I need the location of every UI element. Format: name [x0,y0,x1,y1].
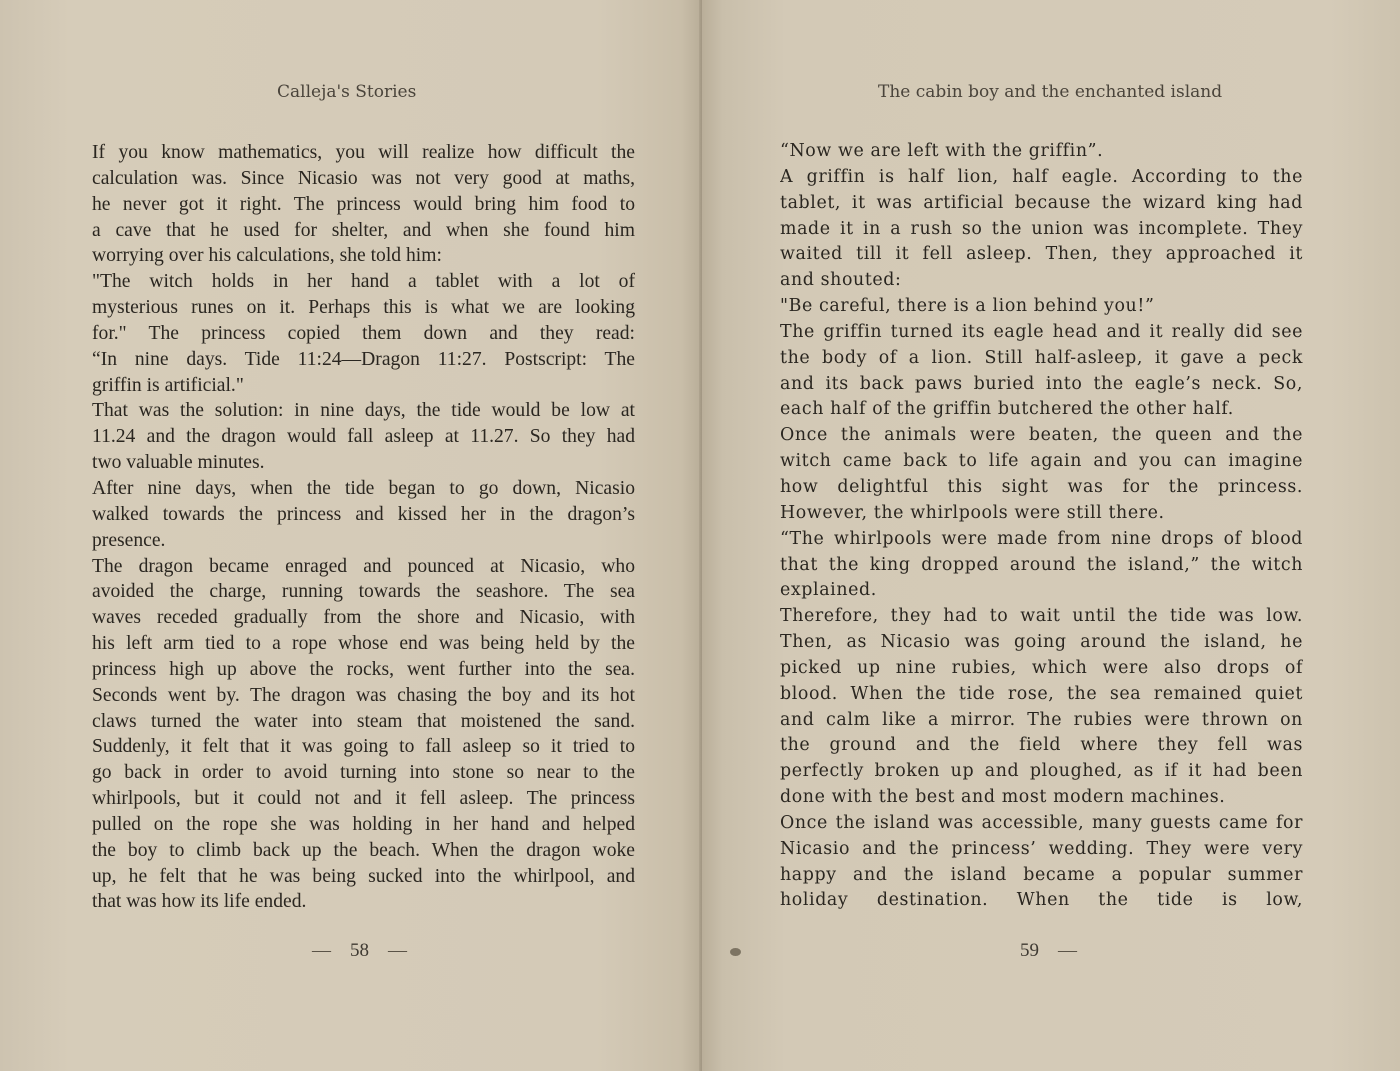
text-line: done with the best and most modern machines. [780,787,1226,808]
text-line: whirlpools, but it could not and it fell asleep. The princess [92,788,635,810]
page-number: 58 [350,940,369,961]
page-number-right [1020,940,1077,962]
text-line: he never got it right. The princess would bring him food to [92,193,635,215]
text-line: the body of a lion. Still half-asleep, it gave a peck [780,347,1303,368]
text-line: pulled on the rope she was holding in her hand and helped [92,813,635,835]
text-line: Once the animals were beaten, the queen and the [780,425,1303,446]
text-line: “In nine days. Tide 11:24—Dragon 11:27. Postscript: The [92,348,635,370]
text-line: how delightful this sight was for the princess. [780,476,1303,497]
text-line: blood. When the tide rose, the sea remained quiet [780,683,1303,704]
ink-blot [730,948,741,956]
text-line: perfectly broken up and ploughed, as if it had been [780,761,1303,782]
text-line: that the king dropped around the island,” the witch [780,554,1303,575]
right-page-body [780,139,1303,914]
text-line: “The whirlpools were made from nine drops of blood [780,528,1303,549]
running-head-right: The cabin boy and the enchanted island [878,82,1223,102]
page-number: 59 [1020,940,1039,961]
text-line: for." The princess copied them down and they read: [92,322,635,344]
text-line: The griffin turned its eagle head and it really did see [780,321,1303,342]
text-line: waves receded gradually from the shore and Nicasio, with [92,607,635,629]
text-line: griffin is artificial." [92,374,244,396]
text-line: That was the solution: in nine days, the tide would be low at [92,400,635,422]
text-line: Therefore, they had to wait until the tide was low. [780,606,1303,627]
folio-dash: — [1058,940,1077,961]
right-page [702,0,1400,1071]
text-line: tablet, it was artificial because the wizard king had [780,192,1303,213]
text-line: Seconds went by. The dragon was chasing the boy and its hot [92,684,635,706]
text-line: his left arm tied to a rope whose end was being held by the [92,633,635,655]
running-head-left: Calleja's Stories [277,82,417,102]
text-line: witch came back to life again and you can imagine [780,451,1303,472]
text-line: Suddenly, it felt that it was going to fall asleep so it tried to [92,736,635,758]
text-line: up, he felt that he was being sucked into the whirlpool, and [92,865,635,887]
text-line: worrying over his calculations, she told him: [92,245,442,267]
text-line: that was how its life ended. [92,891,307,913]
text-line: avoided the charge, running towards the seashore. The sea [92,581,635,603]
text-line: However, the whirlpools were still there. [780,502,1165,523]
text-line: claws turned the water into steam that moistened the sand. [92,710,635,732]
text-line: happy and the island became a popular summer [780,864,1303,885]
left-page-body [92,140,635,915]
text-line: Once the island was accessible, many guests came for [780,812,1303,833]
text-line: waited till it fell asleep. Then, they approached it [780,244,1303,265]
text-line: two valuable minutes. [92,452,265,474]
text-line: “Now we are left with the griffin”. [780,141,1104,161]
text-line: If you know mathematics, you will realize how difficult the [92,142,635,163]
text-line: Then, as Nicasio was going around the island, he [780,632,1303,653]
text-line: made it in a rush so the union was incomplete. They [780,218,1303,239]
text-line: the ground and the field where they fell was [780,735,1303,756]
text-line: presence. [92,529,166,551]
text-line: The dragon became enraged and pounced at Nicasio, who [92,555,635,577]
text-line: holiday destination. When the tide is low, [780,890,1303,911]
text-line: mysterious runes on it. Perhaps this is what we are looking [92,297,635,319]
text-line: go back in order to avoid turning into stone so near to the [92,762,635,784]
text-line: the boy to climb back up the beach. When the dragon woke [92,839,635,861]
text-line: Nicasio and the princess’ wedding. They were very [780,838,1303,859]
text-line: picked up nine rubies, which were also drops of [780,657,1303,678]
text-line: and its back paws buried into the eagle’s neck. So, [780,373,1303,394]
text-line: 11.24 and the dragon would fall asleep at 11.27. So they had [92,426,635,448]
text-line: explained. [780,580,877,601]
text-line: walked towards the princess and kissed her in the dragon’s [92,503,635,525]
text-line: calculation was. Since Nicasio was not very good at maths, [92,167,635,189]
text-line: A griffin is half lion, half eagle. According to the [780,166,1303,187]
text-line: and shouted: [780,270,902,291]
text-line: After nine days, when the tide began to go down, Nicasio [92,477,635,499]
text-line: "The witch holds in her hand a tablet with a lot of [92,271,635,293]
text-line: each half of the griffin butchered the other half. [780,399,1234,420]
folio-dash: — [312,940,331,961]
text-line: "Be careful, there is a lion behind you!” [780,296,1155,317]
text-line: and calm like a mirror. The rubies were thrown on [780,709,1303,730]
text-line: a cave that he used for shelter, and when she found him [92,219,635,241]
text-line: princess high up above the rocks, went further into the sea. [92,658,635,680]
folio-dash: — [388,940,407,961]
page-number-left [312,940,407,962]
